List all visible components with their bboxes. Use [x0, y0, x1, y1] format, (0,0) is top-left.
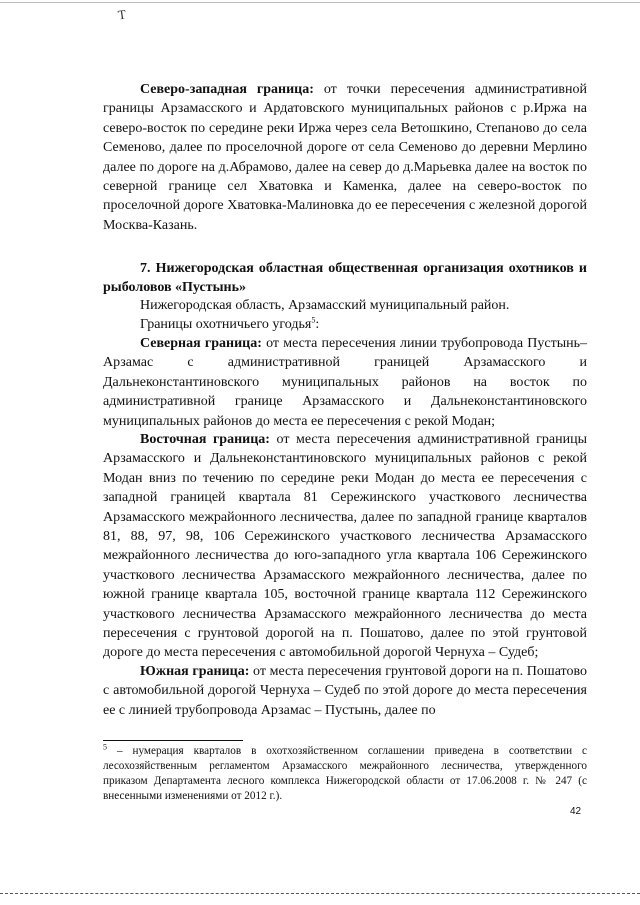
north-border-paragraph — [103, 334, 587, 431]
east-border-text: от места пересечения административной границы Арзамасского и Дальнеконстантиновского муниципальных районов с рекой Модан вниз по течению по середине реки Модан до места ее пересечения с западной границей квартала 81 Сережинского участкового лесничества Арзамасского межрайонного лесничества, далее по западной границе кварталов 81, 88, 97, 98, 106 Сережинского участкового лесничества Арзамасского межрайонного лесничества до юго-западного угла квартала 106 Сережинского участкового лесничества Арзамасского межрайонного лесничества, далее по южной границе квартала 105, восточной границе квартала 112 Сережинского участкового лесничества Арзамасского межрайонного лесничества до места пересечения с грунтовой дорогой на п. Пошатово, далее по этой грунтовой дороге до места пересечения с автомобильной дорогой Чернуха – Судеб; — [103, 432, 587, 661]
northwest-border-heading: Северо-западная граница: — [140, 82, 314, 97]
scan-bottom-border — [0, 893, 640, 894]
south-border-text: от места пересечения грунтовой дороги на п. Пошатово с автомобильной дорогой Чернуха – Судеб по этой дороге до места пересечения ее с линией трубопровода Арзамас – Пустынь, далее по — [103, 664, 587, 718]
region-line: Нижегородская область, Арзамасский муниципальный район. — [140, 298, 510, 313]
page-number: 42 — [570, 806, 582, 817]
footnote-text: – нумерация кварталов в охотхозяйственном соглашении приведена в соответствии с лесохозяйственным регламентом Арзамасского межрайонного лесничества, утвержденного приказом Департамента лесного комплекса Нижегородской области от 17.06.2008 г. № 247 (с внесенными изменениями от 2012 г.). — [103, 745, 587, 802]
borders-title: Границы охотничьего угодья — [140, 317, 312, 332]
north-border-heading: Северная граница: — [140, 336, 262, 351]
footnote-mark: 5 — [103, 742, 107, 752]
northwest-border-paragraph — [103, 80, 587, 235]
section-heading — [103, 259, 587, 298]
east-border-heading: Восточная граница: — [140, 432, 270, 447]
south-border-heading: Южная граница: — [140, 664, 250, 679]
footnote — [103, 744, 587, 804]
scan-top-border — [0, 2, 640, 3]
borders-title-line — [103, 315, 587, 334]
handwritten-mark: T — [116, 6, 127, 23]
footnote-ref: 5 — [311, 315, 316, 325]
south-border-paragraph — [103, 662, 587, 720]
north-border-text: от места пересечения линии трубопровода Пустынь–Арзамас с административной границей Арзамасского и Дальнеконстантиновского муниципальных районов на восток по административной границе Арзамасского и Дальнеконстантиновского муниципальных районов до места ее пересечения с рекой Модан; — [103, 336, 588, 429]
borders-colon: : — [315, 317, 320, 332]
east-border-paragraph — [103, 430, 587, 663]
section-7-title: 7. Нижегородская областная общественная организация охотников и рыболовов «Пустынь» — [103, 261, 587, 296]
northwest-border-text: от точки пересечения административной границы Арзамасского и Ардатовского муниципальных районов с р.Иржа на северо-восток по середине реки Иржа через села Ветошкино, Степаново до села Семеново, далее по проселочной дороге от села Семеново до деревни Мерлино далее по дороге на д.Абрамово, далее на север до д.Марьевка далее на восток по северной границе сел Хватовка и Каменка, далее на северо-восток по проселочной дороге Хватовка-Малиновка до ее пересечения с железной дорогой Москва-Казань. — [103, 82, 587, 233]
footnote-divider — [103, 740, 243, 741]
